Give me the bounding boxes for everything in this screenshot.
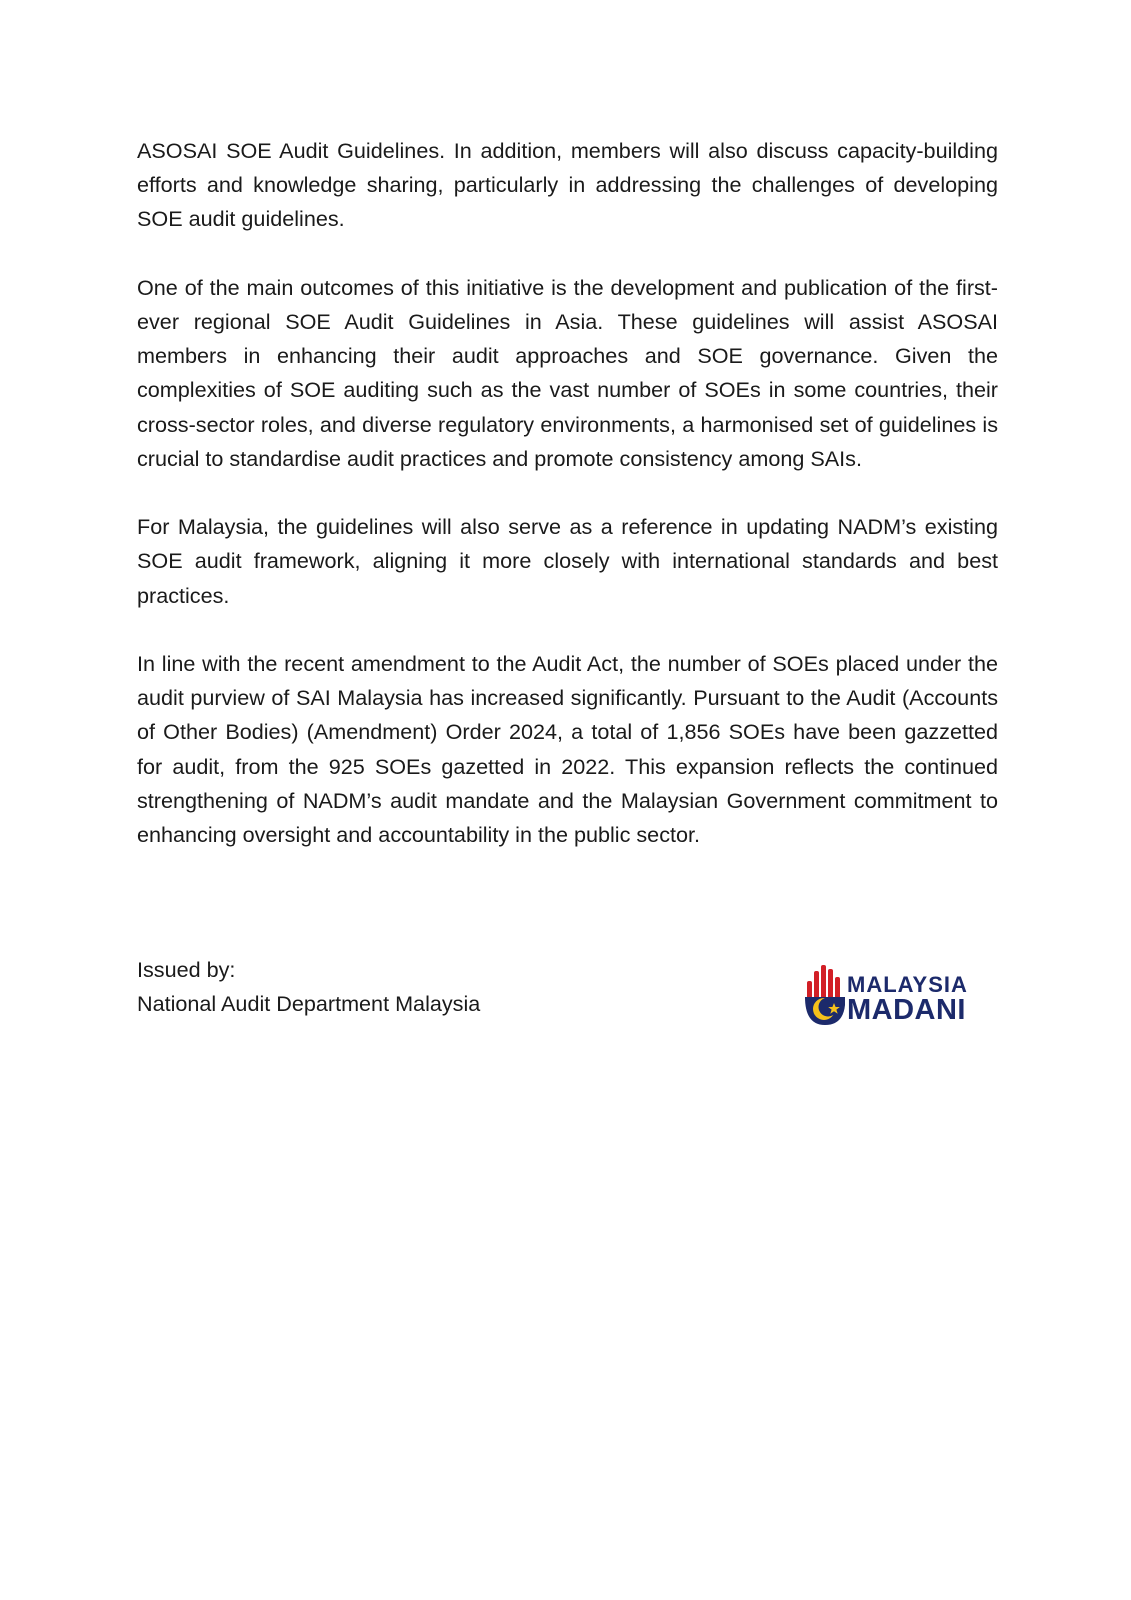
paragraph-1: ASOSAI SOE Audit Guidelines. In addition, members will also discuss capacity-building efforts and knowledge sharing, particularly in addressing the challenges of developing SOE audit guidelines. [137,138,998,232]
malaysia-madani-logo [803,959,981,1029]
issued-by-label: Issued by: [137,957,236,982]
paragraph-3: For Malaysia, the guidelines will also serve as a reference in updating NADM’s existing SOE audit framework, aligning it more closely with international standards and best practices. [137,514,998,608]
paragraph-2: One of the main outcomes of this initiative is the development and publication of the first-ever regional SOE Audit Guidelines in Asia. These guidelines will assist ASOSAI members in enhancing their audit approaches and SOE governance. Given the complexities of SOE auditing such as the vast number of SOEs in some countries, their cross-sector roles, and diverse regulatory environments, a harmonised set of guidelines is crucial to standardise audit practices and promote consistency among SAIs. [137,274,998,471]
issuing-organisation: National Audit Department Malaysia [137,991,481,1017]
logo-text-line1: MALAYSIA [847,972,968,997]
body-text [137,134,998,886]
logo-text-line2: MADANI [847,994,966,1026]
issued-by-block [137,953,480,1021]
paragraph-4: In line with the recent amendment to the Audit Act, the number of SOEs placed under the audit purview of SAI Malaysia has increased significantly. Pursuant to the Audit (Accounts of Other Bodies) (Amendment) Order 2024, a total of 1,856 SOEs have been gazzetted for audit, from the 925 SOEs gazetted in 2022. This expansion reflects the continued strengthening of NADM’s audit mandate and the Malaysian Government commitment to enhancing oversight and accountability in the public sector. [137,651,998,848]
malaysia-madani-logo-icon [803,959,981,1029]
